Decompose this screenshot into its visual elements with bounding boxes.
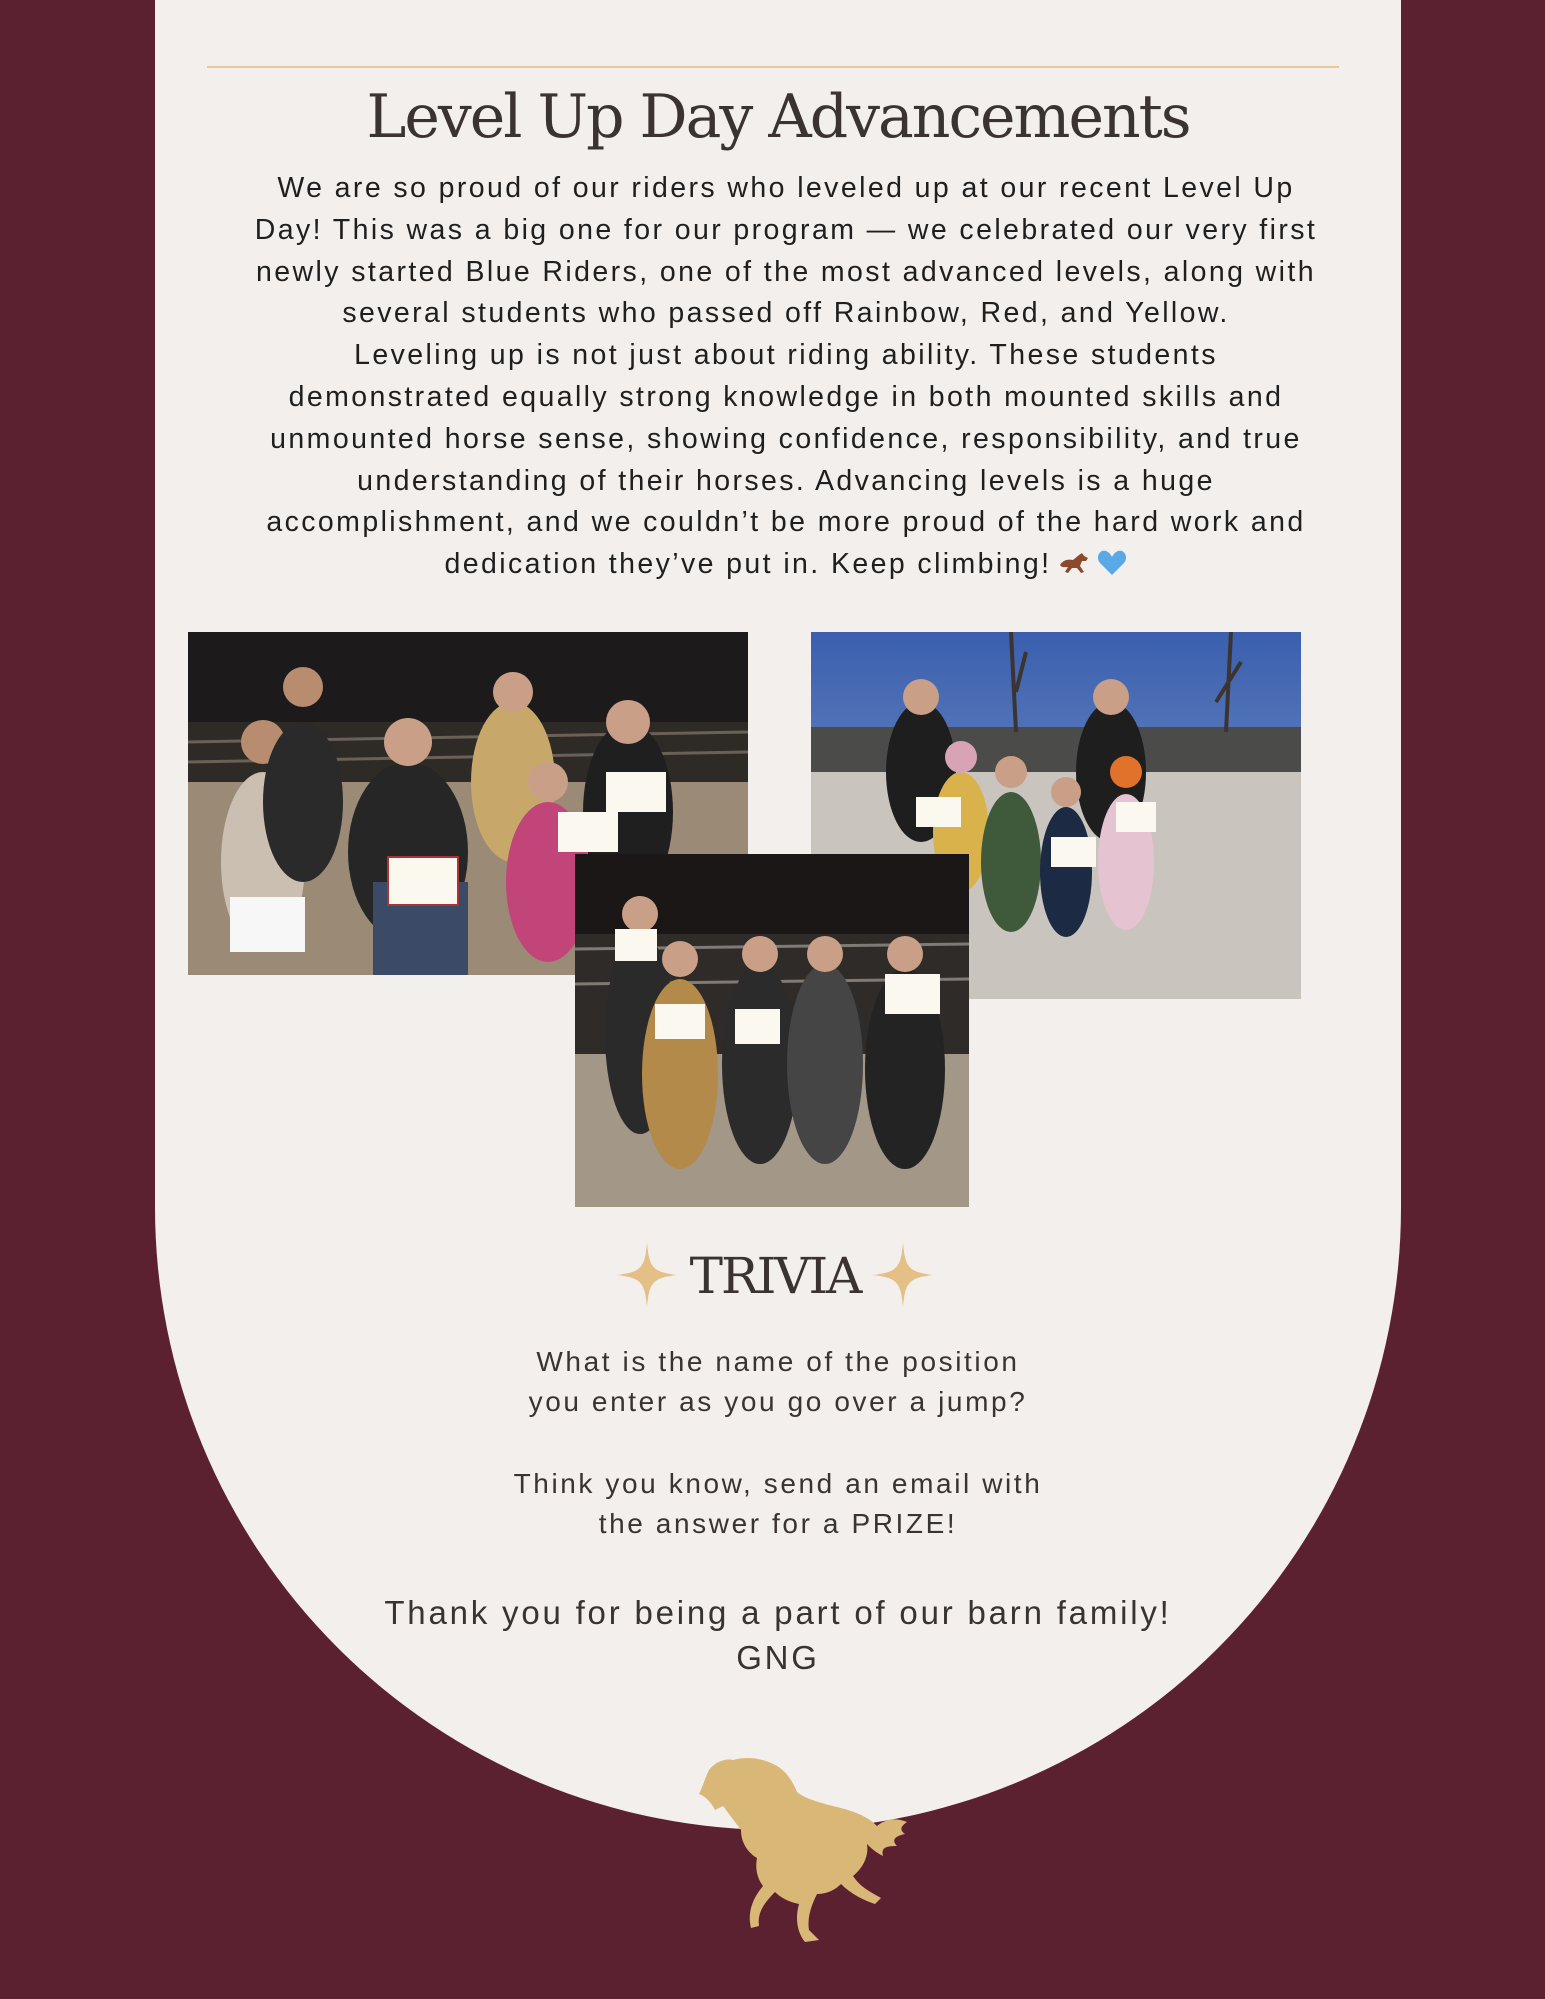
closing-signature: GNG bbox=[736, 1639, 820, 1676]
body-line: unmounted horse sense, showing confidence, responsibility, and true bbox=[270, 422, 1302, 455]
sparkle-icon bbox=[871, 1240, 935, 1310]
trivia-heading bbox=[615, 1240, 935, 1310]
photo-level-up-group-3 bbox=[575, 854, 969, 1207]
section-body bbox=[205, 168, 1367, 590]
galloping-horse-icon bbox=[685, 1752, 925, 1952]
trivia-prompt-line: Think you know, send an email with bbox=[513, 1468, 1043, 1499]
body-line: We are so proud of our riders who leveled up at our recent Level Up bbox=[277, 172, 1295, 204]
trivia-prompt-line: the answer for a PRIZE! bbox=[598, 1508, 958, 1539]
closing-thanks: Thank you for being a part of our barn family! bbox=[384, 1594, 1172, 1631]
running-horse-icon bbox=[1057, 548, 1091, 590]
section-title: Level Up Day Advancements bbox=[366, 82, 1190, 152]
blue-heart-icon bbox=[1097, 548, 1127, 590]
trivia-title: TRIVIA bbox=[689, 1247, 861, 1305]
trivia-question-line: What is the name of the position bbox=[536, 1346, 1020, 1377]
body-line: Leveling up is not just about riding ability. These students bbox=[354, 339, 1218, 372]
body-line: understanding of their horses. Advancing levels is a huge bbox=[357, 464, 1215, 497]
body-line: demonstrated equally strong knowledge in both mounted skills and bbox=[288, 380, 1284, 413]
body-line: several students who passed off Rainbow, Red, and Yellow. bbox=[342, 297, 1230, 330]
divider-rule bbox=[207, 66, 1339, 68]
body-line: Day! This was a big one for our program — we celebrated our very first bbox=[254, 213, 1318, 246]
body-line: accomplishment, and we couldn’t be more proud of the hard work and bbox=[266, 506, 1306, 539]
body-line: newly started Blue Riders, one of the most advanced levels, along with bbox=[256, 255, 1316, 288]
trivia-question-line: you enter as you go over a jump? bbox=[528, 1386, 1028, 1417]
body-line-text: dedication they’ve put in. Keep climbing! bbox=[444, 548, 1052, 581]
body-line-last bbox=[205, 544, 1367, 590]
